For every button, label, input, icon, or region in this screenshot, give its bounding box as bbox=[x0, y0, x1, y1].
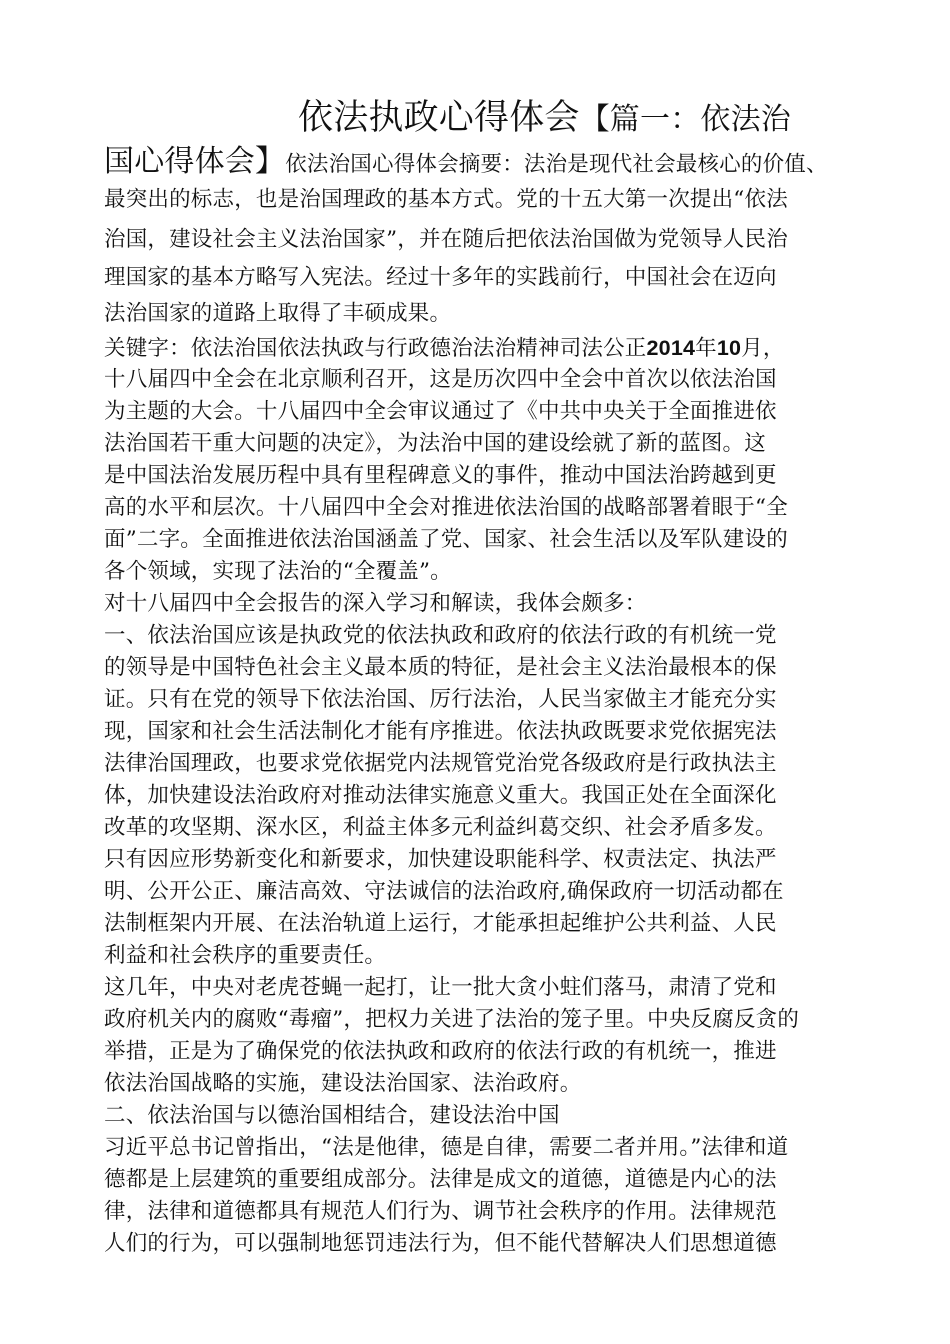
body-line: 证。只有在党的领导下依法治国、厉行法治，人民当家做主才能充分实 bbox=[104, 687, 777, 712]
body-line: 的领导是中国特色社会主义最本质的特征，是社会主义法治最根本的保 bbox=[104, 655, 777, 680]
body-line: 法制框架内开展、在法治轨道上运行，才能承担起维护公共利益、人民 bbox=[104, 911, 777, 936]
body-line: 法律治国理政，也要求党依据党内法规管党治党各级政府是行政执法主 bbox=[104, 751, 777, 776]
body-line: 利益和社会秩序的重要责任。 bbox=[104, 943, 387, 968]
abstract-line-3: 治国，建设社会主义法治国家”，并在随后把依法治国做为党领导人民治 bbox=[104, 227, 788, 252]
keyword-month-unit: 月， bbox=[741, 336, 785, 361]
keyword-month: 10 bbox=[716, 336, 742, 360]
abstract-line-2: 最突出的标志，也是治国理政的基本方式。党的十五大第一次提出“依法 bbox=[104, 187, 788, 212]
body-line: 是中国法治发展历程中具有里程碑意义的事件，推动中国法治跨越到更 bbox=[104, 463, 777, 488]
body-line: 高的水平和层次。十八届四中全会对推进依法治国的战略部署着眼于“全 bbox=[104, 495, 788, 520]
title-tail: 【篇一：依法治 bbox=[579, 102, 792, 137]
keyword-text: 关键字：依法治国依法执政与行政德治法治精神司法公正 bbox=[104, 336, 647, 361]
body-line: 律，法律和道德都具有规范人们行为、调节社会秩序的作用。法律规范 bbox=[104, 1199, 777, 1224]
body-line: 只有因应形势新变化和新要求，加快建设职能科学、权责法定、执法严 bbox=[104, 847, 777, 872]
body-line: 体，加快建设法治政府对推动法律实施意义重大。我国正处在全面深化 bbox=[104, 783, 777, 808]
section-heading-2: 二、依法治国与以德治国相结合，建设法治中国 bbox=[104, 1103, 560, 1128]
body-line: 这几年，中央对老虎苍蝇一起打，让一批大贪小蛀们落马，肃清了党和 bbox=[104, 975, 777, 1000]
title-line bbox=[298, 96, 950, 140]
keyword-line bbox=[104, 332, 864, 365]
body-line: 依法治国战略的实施，建设法治国家、法治政府。 bbox=[104, 1071, 582, 1096]
keyword-year-unit: 年 bbox=[695, 336, 717, 361]
body-line: 德都是上层建筑的重要组成部分。法律是成文的道德，道德是内心的法 bbox=[104, 1167, 777, 1192]
title-continuation-line bbox=[104, 142, 864, 182]
title-continuation: 国心得体会】 bbox=[104, 144, 286, 179]
body-line: 法治国若干重大问题的决定》，为法治中国的建设绘就了新的蓝图。这 bbox=[104, 431, 766, 456]
abstract-line-1: 依法治国心得体会摘要：法治是现代社会最核心的价值、 bbox=[285, 152, 828, 177]
body-line: 明、公开公正、廉洁高效、守法诚信的法治政府,确保政府一切活动都在 bbox=[104, 879, 784, 904]
body-line: 习近平总书记曾指出，“法是他律，德是自律，需要二者并用。”法律和道 bbox=[104, 1135, 789, 1160]
body-line: 面”二字。全面推进依法治国涵盖了党、国家、社会生活以及军队建设的 bbox=[104, 527, 788, 552]
body-line: 政府机关内的腐败“毒瘤”，把权力关进了法治的笼子里。中央反腐反贪的 bbox=[104, 1007, 800, 1032]
abstract-line-4: 理国家的基本方略写入宪法。经过十多年的实践前行，中国社会在迈向 bbox=[104, 265, 777, 290]
section-heading-1: 一、依法治国应该是执政党的依法执政和政府的依法行政的有机统一党 bbox=[104, 623, 777, 648]
body-line: 举措，正是为了确保党的依法执政和政府的依法行政的有机统一，推进 bbox=[104, 1039, 777, 1064]
keyword-year: 2014 bbox=[646, 336, 696, 360]
body-line: 对十八届四中全会报告的深入学习和解读，我体会颇多： bbox=[104, 591, 647, 616]
document-title: 依法执政心得体会 bbox=[298, 98, 580, 138]
body-line: 为主题的大会。十八届四中全会审议通过了《中共中央关于全面推进依 bbox=[104, 399, 777, 424]
body-line: 各个领域，实现了法治的“全覆盖”。 bbox=[104, 559, 452, 584]
body-line: 人们的行为，可以强制地惩罚违法行为，但不能代替解决人们思想道德 bbox=[104, 1231, 777, 1256]
abstract-line-5: 法治国家的道路上取得了丰硕成果。 bbox=[104, 301, 452, 326]
body-line: 现，国家和社会生活法制化才能有序推进。依法执政既要求党依据宪法 bbox=[104, 719, 777, 744]
body-line: 十八届四中全会在北京顺利召开，这是历次四中全会中首次以依法治国 bbox=[104, 367, 777, 392]
body-line: 改革的攻坚期、深水区，利益主体多元利益纠葛交织、社会矛盾多发。 bbox=[104, 815, 777, 840]
